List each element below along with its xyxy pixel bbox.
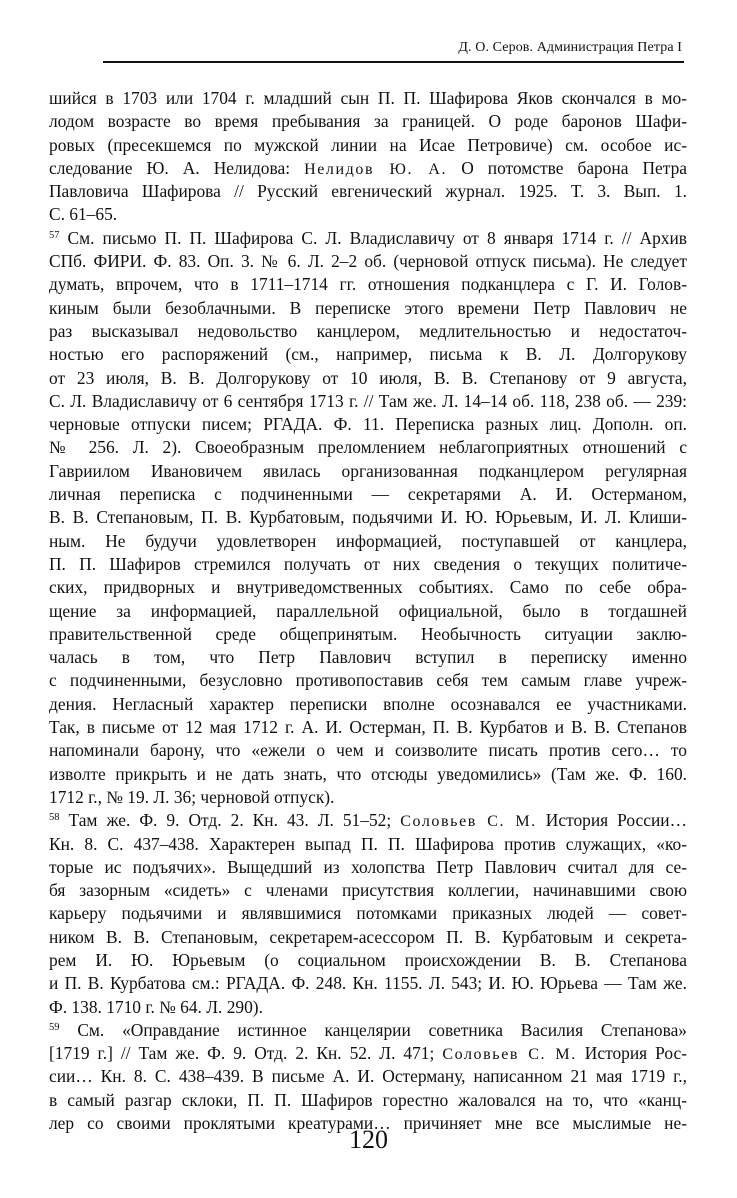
text-line <box>49 763 687 786</box>
text-line <box>49 390 687 413</box>
line-text: следование Ю. А. Нелидова: <box>49 157 305 178</box>
author-name: Соловьев С. М. <box>400 813 537 831</box>
line-text: [1719 г.] // Там же. Ф. 9. Отд. 2. Кн. 52. Л. 471; <box>49 1043 443 1064</box>
line-text: См. «Оправдание истинное канцелярии советника Василия Степанова» <box>59 1019 687 1040</box>
line-text: Ф. 138. 1710 г. № 64. Л. 290). <box>49 996 263 1017</box>
footnote-number: 58 <box>49 812 60 824</box>
footnotes-text <box>49 87 687 1135</box>
line-text: лер со своими проклятыми креатурами… причиняет мне все мыслимые не- <box>49 1113 687 1134</box>
text-line <box>49 320 687 343</box>
text-line <box>49 786 687 809</box>
line-text: щение за информацией, параллельной официальной, было в тогдашней <box>49 600 687 621</box>
text-line <box>49 180 687 203</box>
line-text: Гавриилом Ивановичем явилась организованная подканцлером регулярная <box>49 460 687 481</box>
line-text: История Рос- <box>576 1043 687 1064</box>
text-line <box>49 227 687 250</box>
line-text: Павловича Шафирова // Русский евгенический журнал. 1925. Т. 3. Вып. 1. <box>49 181 687 202</box>
line-text: лодом возрасте во время пребывания за границей. О роде баронов Шафи- <box>49 111 687 132</box>
line-text: СПб. ФИРИ. Ф. 83. Оп. 3. № 6. Л. 2–2 об. (черновой отпуск письма). Не следует <box>49 251 687 272</box>
text-line <box>49 343 687 366</box>
line-text: от 23 июля, В. В. Долгорукову от 10 июля, В. В. Степанову от 9 августа, <box>49 367 687 388</box>
line-text: напоминали барону, что «ежели о чем и соизволите писать против сего… то <box>49 740 687 761</box>
line-text: киным были безоблачными. В переписке этого времени Петр Павлович не <box>49 297 687 318</box>
text-line <box>49 833 687 856</box>
line-text: черновые отпуски писем; РГАДА. Ф. 11. Переписка разных лиц. Дополн. оп. <box>49 414 687 435</box>
text-line <box>49 879 687 902</box>
line-text: См. письмо П. П. Шафирова С. Л. Владиславичу от 8 января 1714 г. // Архив <box>59 227 687 248</box>
text-line <box>49 460 687 483</box>
text-line <box>49 87 687 110</box>
text-line <box>49 856 687 879</box>
line-text: правительственной среде общепринятым. Необычность ситуации заклю- <box>49 623 687 644</box>
text-line <box>49 623 687 646</box>
line-text: С. 61–65. <box>49 204 118 225</box>
text-line <box>49 972 687 995</box>
line-text: рем И. Ю. Юрьевым (о социальном происхождении В. В. Степанова <box>49 949 687 970</box>
text-line <box>49 716 687 739</box>
text-line <box>49 436 687 459</box>
text-line <box>49 902 687 925</box>
text-line <box>49 203 687 226</box>
line-text: изволте прикрыть и не дать знать, что отсюды уведомились» (Там же. Ф. 160. <box>49 763 687 784</box>
line-text: ских, придворных и внутриведомственных событиях. Само по себе обра- <box>49 577 687 598</box>
text-line <box>49 693 687 716</box>
line-text: Там же. Ф. 9. Отд. 2. Кн. 43. Л. 51–52; <box>59 810 401 831</box>
text-line <box>49 110 687 133</box>
line-text: личная переписка с подчиненными — секретарями А. И. Остерманом, <box>49 484 687 505</box>
line-text: ным. Не будучи удовлетворен информацией, поступавшей от канцлера, <box>49 530 687 551</box>
page-number: 120 <box>349 1125 388 1154</box>
text-line <box>49 600 687 623</box>
line-text: ровых (пресекшемся по мужской линии на Исае Петровиче) см. особое ис- <box>49 134 687 155</box>
text-line <box>49 996 687 1019</box>
text-line <box>49 1065 687 1088</box>
line-text: П. П. Шафиров стремился получать от них сведения о текущих политиче- <box>49 553 687 574</box>
text-line <box>49 553 687 576</box>
author-name: Соловьев С. М. <box>442 1046 577 1064</box>
text-line <box>49 506 687 529</box>
text-line <box>49 250 687 273</box>
header-rule <box>103 61 684 63</box>
text-line <box>49 576 687 599</box>
text-line <box>49 413 687 436</box>
text-line <box>49 273 687 296</box>
line-text: торые ис подъячих». Выщедший из холопства Петр Павлович считал для се- <box>49 856 687 877</box>
line-text: Так, в письме от 12 мая 1712 г. А. И. Остерман, П. В. Курбатов и В. В. Степанов <box>49 717 687 738</box>
line-text: 1712 г., № 19. Л. 36; черновой отпуск). <box>49 786 335 807</box>
line-text: С. Л. Владиславичу от 6 сентября 1713 г. // Там же. Л. 14–14 об. 118, 238 об. — 239: <box>49 390 687 411</box>
line-text: В. В. Степановым, П. В. Курбатовым, подьячими И. Ю. Юрьевым, И. Л. Клиши- <box>49 507 687 528</box>
text-line <box>49 530 687 553</box>
line-text: дения. Негласный характер переписки вполне осознавался ее участниками. <box>49 693 687 714</box>
text-line <box>49 809 687 832</box>
line-text: Кн. 8. С. 437–438. Характерен выпад П. П. Шафирова против служащих, «ко- <box>49 833 687 854</box>
text-line <box>49 1042 687 1065</box>
text-line <box>49 1089 687 1112</box>
text-line <box>49 669 687 692</box>
line-text: в самый разгар склоки, П. П. Шафиров горестно жаловался на то, что «канц- <box>49 1089 687 1110</box>
line-text: № 256. Л. 2). Своеобразным преломлением неблагоприятных отношений с <box>49 437 687 458</box>
line-text: с подчиненными, безусловно противопоставив себя тем самым главе учреж- <box>49 670 687 691</box>
text-line <box>49 1019 687 1042</box>
line-text: О потомстве барона Петра <box>447 157 687 178</box>
text-line <box>49 646 687 669</box>
text-line <box>49 297 687 320</box>
running-header: Д. О. Серов. Администрация Петра I <box>458 40 682 55</box>
text-line <box>49 157 687 180</box>
line-text: карьеру подьячими и являвшимися потомками приказных людей — совет- <box>49 903 687 924</box>
line-text: и П. В. Курбатова см.: РГАДА. Ф. 248. Кн. 1155. Л. 543; И. Ю. Юрьева — Там же. <box>49 973 687 994</box>
text-line <box>49 367 687 390</box>
line-text: шийся в 1703 или 1704 г. младший сын П. П. Шафирова Яков скончался в мо- <box>49 88 687 108</box>
text-line <box>49 949 687 972</box>
line-text: сии… Кн. 8. С. 438–439. В письме А. И. Остерману, написанном 21 мая 1719 г., <box>49 1066 687 1087</box>
line-text: раз высказывал недовольство канцлером, медлительностью и недостаточ- <box>49 320 687 341</box>
text-line <box>49 739 687 762</box>
footnote-number: 59 <box>49 1021 60 1033</box>
line-text: История России… <box>536 810 687 831</box>
author-name: Нелидов Ю. А. <box>304 160 448 178</box>
line-text: бя зазорным «сидеть» с членами присутствия коллегии, начинавшими свою <box>49 880 687 901</box>
line-text: думать, впрочем, что в 1711–1714 гг. отношения подканцлера с Г. И. Голов- <box>49 274 687 295</box>
line-text: чалась в том, что Петр Павлович вступил в переписку именно <box>49 647 687 668</box>
text-line <box>49 483 687 506</box>
text-line <box>49 134 687 157</box>
line-text: ностью его распоряжений (см., например, письма к В. Л. Долгорукову <box>49 344 687 365</box>
footnote-number: 57 <box>49 229 60 241</box>
text-line <box>49 926 687 949</box>
line-text: ником В. В. Степановым, секретарем-асессором П. В. Курбатовым и секрета- <box>49 926 687 947</box>
